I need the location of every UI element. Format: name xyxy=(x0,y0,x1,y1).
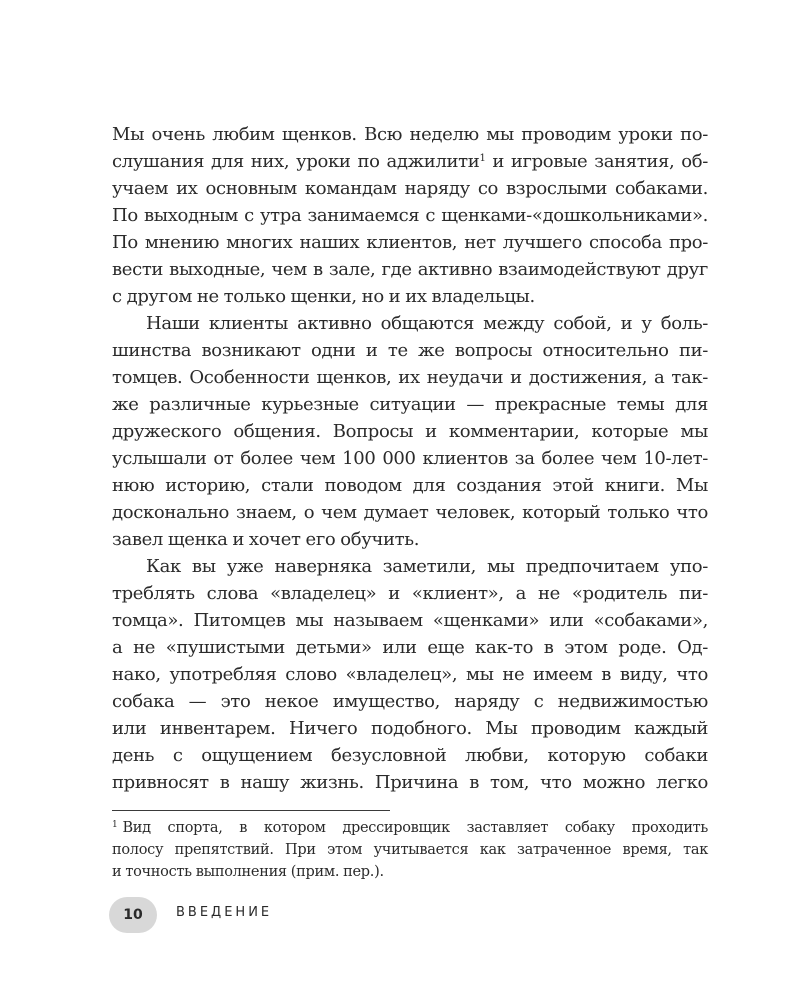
text-line: вести выходные, чем в зале, где активно взаимодействуют друг xyxy=(112,259,708,280)
text-line: услышали от более чем 100 000 клиентов за более чем 10-лет- xyxy=(112,448,708,469)
text-line: завел щенка и хочет его обучить. xyxy=(112,529,420,550)
text-line: Как вы уже наверняка заметили, мы предпочитаем упо- xyxy=(146,556,708,577)
text-line: досконально знаем, о чем думает человек, который только что xyxy=(112,502,708,523)
text-line: томцев. Особенности щенков, их неудачи и достижения, а так- xyxy=(112,367,708,388)
text-line: же различные курьезные ситуации — прекрасные темы для xyxy=(112,394,708,415)
text-line: По мнению многих наших клиентов, нет лучшего способа про- xyxy=(112,232,708,253)
footnote xyxy=(112,817,708,883)
text-line: По выходным с утра занимаемся с щенками-«дошкольниками». xyxy=(112,205,708,226)
section-title: ВВЕДЕНИЕ xyxy=(176,905,273,920)
text-line: собака — это некое имущество, наряду с недвижимостью xyxy=(112,691,708,712)
footnote-line: полосу препятствий. При этом учитывается как затраченное время, так xyxy=(112,842,708,858)
text-line: учаем их основным командам наряду со взрослыми собаками. xyxy=(112,178,708,199)
paragraph-2 xyxy=(112,310,708,553)
text-line: треблять слова «владелец» и «клиент», а не «родитель пи- xyxy=(112,583,708,604)
body-text xyxy=(112,121,708,796)
paragraph-1 xyxy=(112,121,708,310)
page-number: 10 xyxy=(123,907,143,923)
text-line: нюю историю, стали поводом для создания этой книги. Мы xyxy=(112,475,708,496)
page-number-badge xyxy=(109,897,157,933)
footnote-divider xyxy=(112,810,390,811)
text-line: день с ощущением безусловной любви, которую собаки xyxy=(112,745,708,766)
footnote-line: и точность выполнения (прим. пер.). xyxy=(112,864,384,880)
text-line: томца». Питомцев мы называем «щенками» или «собаками», xyxy=(112,610,708,631)
text-line: Наши клиенты активно общаются между собой, и у боль- xyxy=(146,313,708,334)
text-line: с другом не только щенки, но и их владельцы. xyxy=(112,286,535,307)
text-line: привносят в нашу жизнь. Причина в том, что можно легко xyxy=(112,772,708,793)
text-line: слушания для них, уроки по аджилити$^1$ и игровые занятия, об- xyxy=(112,151,708,172)
paragraph-3 xyxy=(112,553,708,796)
text-line: или инвентарем. Ничего подобного. Мы проводим каждый xyxy=(112,718,708,739)
footnote-line: $^1$ Вид спорта, в котором дрессировщик заставляет собаку проходить xyxy=(112,820,708,836)
text-line: дружеского общения. Вопросы и комментарии, которые мы xyxy=(112,421,708,442)
text-line: а не «пушистыми детьми» или еще как-то в этом роде. Од- xyxy=(112,637,708,658)
text-line: Мы очень любим щенков. Всю неделю мы проводим уроки по- xyxy=(112,124,708,145)
footnote-marker: 1 xyxy=(112,820,118,830)
text-line: шинства возникают одни и те же вопросы относительно пи- xyxy=(112,340,708,361)
text-line: нако, употребляя слово «владелец», мы не имеем в виду, что xyxy=(112,664,708,685)
footnote-reference[interactable]: 1 xyxy=(479,153,486,164)
